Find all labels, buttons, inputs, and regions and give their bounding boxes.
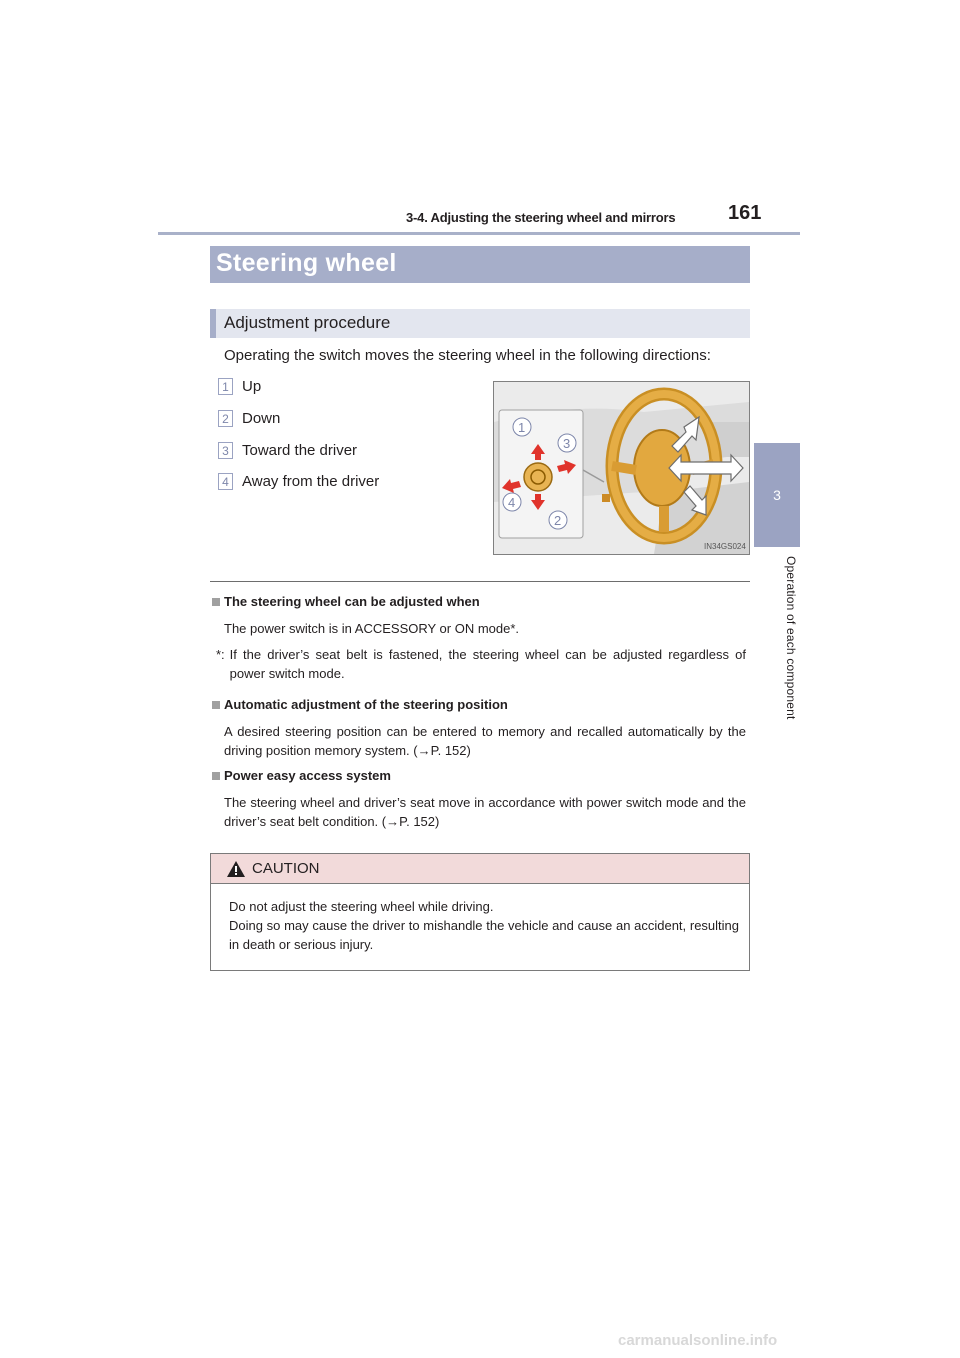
item-label: Away from the driver xyxy=(242,473,380,490)
steering-diagram-svg xyxy=(494,382,749,554)
list-item xyxy=(218,473,379,490)
list-item xyxy=(218,442,357,459)
caution-label: CAUTION xyxy=(252,860,320,877)
note-heading: The steering wheel can be adjusted when xyxy=(212,594,480,609)
bullet-square-icon xyxy=(212,772,220,780)
page-number: 161 xyxy=(728,202,762,224)
section-header: 3-4. Adjusting the steering wheel and mirrors xyxy=(406,210,676,225)
section-divider xyxy=(210,581,750,582)
item-label: Toward the driver xyxy=(242,442,358,459)
intro-text: Operating the switch moves the steering wheel in the following directions: xyxy=(224,347,711,364)
callout-3: 3 xyxy=(563,436,571,451)
page-title: Steering wheel xyxy=(216,249,397,277)
note-heading: Automatic adjustment of the steering position xyxy=(212,697,508,712)
subtitle-accent xyxy=(210,309,216,338)
footer-watermark: carmanualsonline.info xyxy=(618,1332,778,1349)
note-heading: Power easy access system xyxy=(212,768,391,783)
list-item xyxy=(218,378,261,395)
bullet-square-icon xyxy=(212,701,220,709)
steering-wheel-illustration xyxy=(493,381,750,555)
illustration-code: IN34GS024 xyxy=(704,542,746,551)
item-number: 3 xyxy=(218,442,233,459)
callout-2: 2 xyxy=(554,513,562,528)
item-label: Up xyxy=(242,378,262,395)
note-body: A desired steering position can be entered to memory and recalled automatically by the driving position memory system. (→P. 152) xyxy=(224,724,746,758)
bullet-square-icon xyxy=(212,598,220,606)
item-number: 1 xyxy=(218,378,233,395)
header-rule xyxy=(158,232,800,235)
chapter-label: Operation of each component xyxy=(784,556,798,720)
list-item xyxy=(218,410,280,427)
item-number: 2 xyxy=(218,410,233,427)
caution-body: Do not adjust the steering wheel while driving. Doing so may cause the driver to mishandle the vehicle and cause an accident, resulting in death or serious injury. xyxy=(229,899,739,952)
subtitle: Adjustment procedure xyxy=(224,313,391,332)
note-body: The steering wheel and driver’s seat move in accordance with power switch mode and the driver’s seat belt condition. (→P. 152) xyxy=(224,795,746,829)
item-number: 4 xyxy=(218,473,233,490)
chapter-number: 3 xyxy=(773,487,781,503)
footnote: *: If the driver’s seat belt is fastened, the steering wheel can be adjusted regardless of power switch mode. xyxy=(216,647,746,681)
callout-4: 4 xyxy=(508,495,516,510)
callout-1: 1 xyxy=(518,420,526,435)
warning-triangle-icon xyxy=(226,860,246,878)
note-body: The power switch is in ACCESSORY or ON mode*. xyxy=(224,621,520,636)
item-label: Down xyxy=(242,410,281,427)
